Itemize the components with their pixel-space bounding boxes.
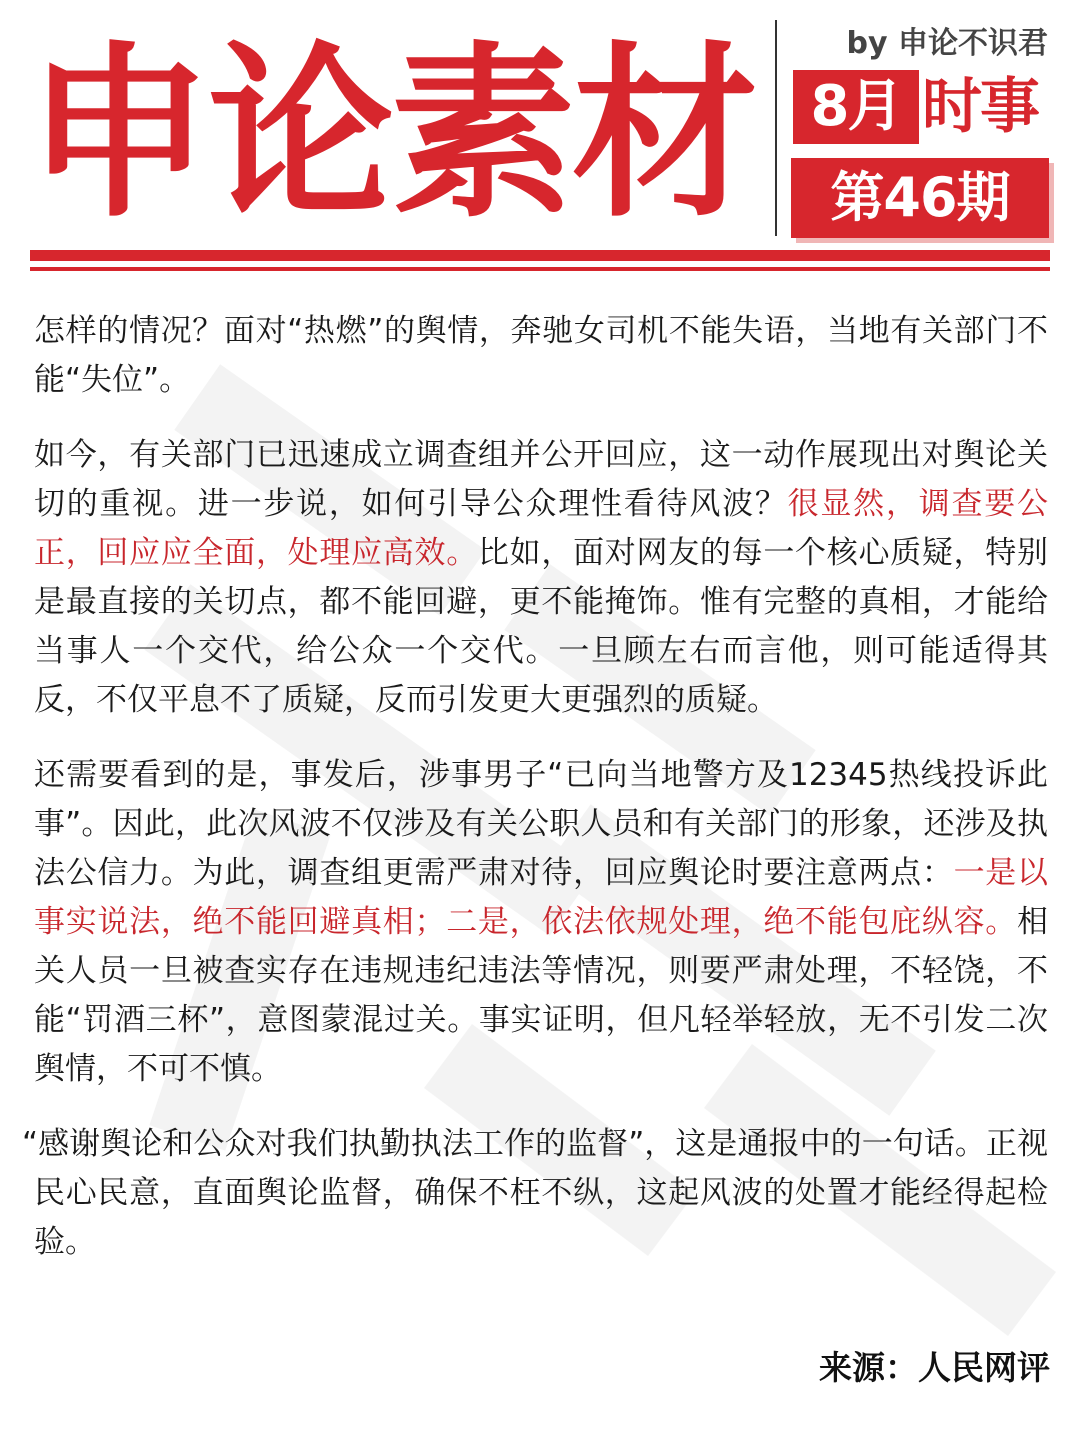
paragraph-3	[34, 751, 1048, 1094]
source-credit: 来源：人民网评	[819, 1348, 1050, 1387]
paragraph-2	[34, 431, 1048, 725]
month-badge: 8月	[793, 70, 919, 144]
header-rule-thin	[30, 267, 1050, 271]
page-header	[0, 0, 1080, 290]
header-byline: by 申论不识君	[846, 26, 1048, 61]
highlight-segment: 一是以事实说法，绝不能回避真相；二是，依法依规处理，绝不能包庇纵容。	[34, 855, 1048, 940]
topic-label: 时事	[922, 72, 1038, 142]
highlight-segment: 很显然，调查要公正，回应应全面，处理应高效。	[34, 486, 1049, 571]
text-segment: 还需要看到的是，事发后，涉事男子“已向当地警方及12345热线投诉此事”。因此，此次风波不仅涉及有关公职人员和有关部门的形象，还涉及执法公信力。为此，调查组更需严肃对待，回应舆论时要注意两点：	[34, 757, 1048, 891]
text-segment: “感谢舆论和公众对我们执勤执法工作的监督”，这是通报中的一句话。正视民心民意，直面舆论监督，确保不枉不纵，这起风波的处置才能经得起检验。	[22, 1126, 1048, 1260]
paragraph-4	[22, 1120, 1048, 1267]
article-body	[22, 307, 1049, 1293]
text-segment: 比如，面对网友的每一个核心质疑，特别是最直接的关切点，都不能回避，更不能掩饰。惟有完整的真相，才能给当事人一个交代，给公众一个交代。一旦顾左右而言他，则可能适得其反，不仅平息不了质疑，反而引发更大更强烈的质疑。	[34, 535, 1049, 718]
issue-badge: 第46期	[791, 158, 1049, 238]
header-divider	[775, 20, 777, 236]
paragraph-1	[34, 307, 1048, 405]
text-segment: 怎样的情况？面对“热燃”的舆情，奔驰女司机不能失语，当地有关部门不能“失位”。	[34, 313, 1048, 398]
header-rule-thick	[30, 250, 1050, 261]
header-title: 申论素材	[26, 25, 755, 242]
text-segment: 相关人员一旦被查实存在违规违纪违法等情况，则要严肃处理，不轻饶，不能“罚酒三杯”，意图蒙混过关。事实证明，但凡轻举轻放，无不引发二次舆情，不可不慎。	[34, 904, 1048, 1087]
text-segment: 如今，有关部门已迅速成立调查组并公开回应，这一动作展现出对舆论关切的重视。进一步说，如何引导公众理性看待风波？	[34, 437, 1048, 522]
